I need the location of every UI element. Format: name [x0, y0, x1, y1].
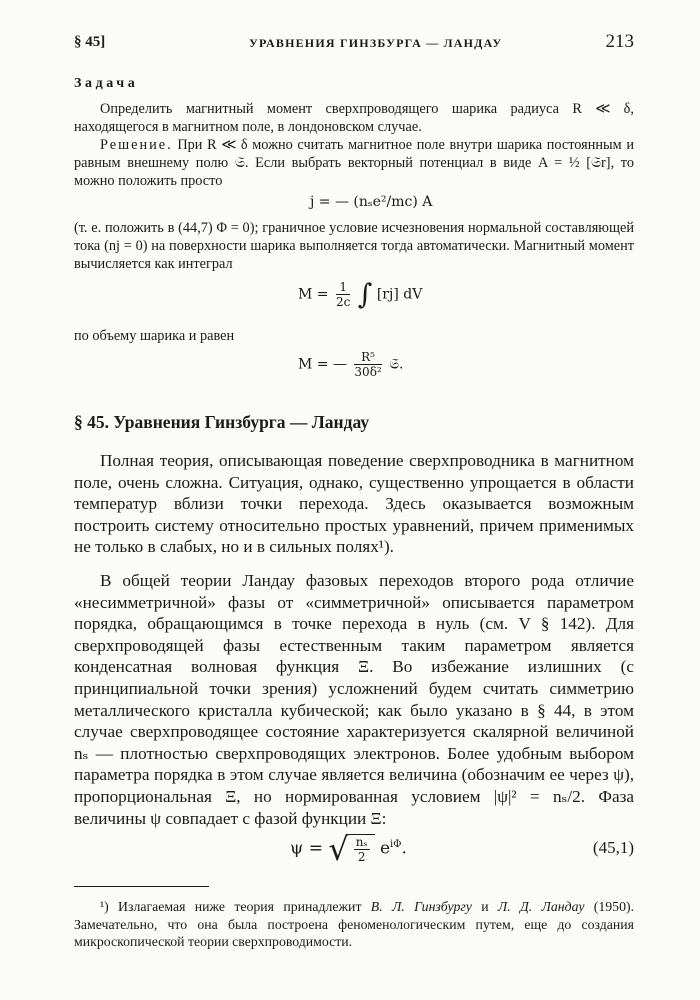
formula-m2-numerator: R⁵: [354, 350, 381, 365]
footnote-conj: и: [481, 899, 489, 914]
eq-denominator: 2: [357, 850, 366, 864]
formula-m2-fraction: [354, 350, 381, 379]
header-title: УРАВНЕНИЯ ГИНЗБУРГА — ЛАНДАУ: [249, 36, 503, 50]
formula-m1-denominator: 2c: [335, 295, 351, 309]
formula-m1-numerator: 1: [336, 280, 350, 295]
formula-m2-denominator: 30δ²: [354, 365, 382, 379]
problem-statement: Определить магнитный момент сверхпроводящего шарика радиуса R ≪ δ, находящегося в магнитном поле, в лондоновском случае.: [74, 101, 634, 135]
footnote-text-before: Излагаемая ниже теория принадлежит: [118, 899, 362, 914]
eq-exp-power: iΦ: [390, 838, 402, 850]
problem-label: Задача: [74, 76, 139, 91]
solution-paragraph-2: (т. е. положить в (44,7) Φ = 0); граничное условие исчезновения нормальной составляющей тока (nj = 0) на поверхности шарика выполняется тогда автоматически. Магнитный момент вычисляется как интеграл: [74, 220, 634, 272]
section-paragraph-1: Полная теория, описывающая поведение сверхпроводника в магнитном поле, очень сложна. Ситуация, однако, существенно упрощается в области температур вблизи точки перехода. Здесь оказывается возможным построить систему относительно простых уравнений, причем применимых не только в слабых, но и в сильных полях¹).: [74, 451, 634, 557]
page-number: 213: [605, 31, 634, 52]
section-heading: § 45. Уравнения Гинзбурга — Ландау: [74, 412, 370, 432]
footnote: [74, 898, 634, 951]
footnote-rule: [74, 886, 209, 887]
formula-moment-integral: [298, 277, 423, 311]
solution-paragraph-3: по объему шарика и равен: [74, 328, 235, 344]
formula-m1-lhs: M =: [298, 286, 329, 303]
eq-exp-end: .: [401, 838, 407, 859]
footnote-author-2: Л. Д. Ландау: [497, 899, 585, 914]
formula-m1-fraction: [336, 280, 350, 309]
equation-number: (45,1): [592, 838, 634, 857]
header-section: § 45]: [74, 34, 106, 50]
formula-current: j = — (nₛe²/mc) A: [310, 194, 433, 210]
eq-fraction: [354, 835, 370, 864]
equation-45-1: [290, 830, 407, 868]
footnote-author-1: В. Л. Гинзбургу: [370, 899, 472, 914]
footnote-mark: ¹): [100, 899, 109, 914]
section-paragraph-2: В общей теории Ландау фазовых переходов второго рода отличие «несимметричной» фазы от «симметричной» описывается параметром порядка, обращающимся в точке перехода в нуль (см. V § 142). Для сверхпроводящей фазы естественным таким параметром является конденсатная волновая функция Ξ. Во избежание излишних (с принципиальной точки зрения) усложнений будем считать симметрию металлического кристалла кубической; как было указано в § 44, в этом случае сверхпроводящее состояние характеризуется скалярной величиной nₛ — плотностью сверхпроводящих электронов. Более удобным выбором параметра порядка в этом случае является величина (обозначим ее через ψ), пропорциональная Ξ, но нормированная условием |ψ|² = nₛ/2. Фаза величины ψ совпадает с фазой функции Ξ:: [74, 571, 634, 828]
eq-numerator: nₛ: [355, 835, 368, 849]
sqrt-sign: √: [328, 830, 349, 868]
solution-label: Решение.: [100, 137, 173, 153]
formula-m2-rhs: 𝔖.: [389, 356, 404, 373]
solution-text-1: При R ≪ δ можно считать магнитное поле внутри шарика постоянным и равным внешнему полю 𝔖. Если выбрать векторный потенциал в виде A = ½ [𝔖r], то можно положить просто: [74, 137, 634, 189]
solution-paragraph-1: [74, 136, 634, 190]
formula-moment-result: [298, 350, 403, 379]
sqrt-expression: [328, 830, 374, 868]
footnote-text-after: (1950). Замечательно, что она была построена феноменологическим путем, еще до создания микроскопической теории сверхпроводимости.: [74, 899, 635, 949]
formula-m1-rhs: [rj] dV: [376, 286, 423, 303]
page-header: [74, 31, 634, 56]
formula-m2-lhs: M = —: [298, 356, 347, 373]
eq-lhs: ψ =: [290, 838, 323, 859]
integral-sign: ∫: [357, 277, 373, 311]
eq-exp-base: e: [379, 838, 391, 859]
